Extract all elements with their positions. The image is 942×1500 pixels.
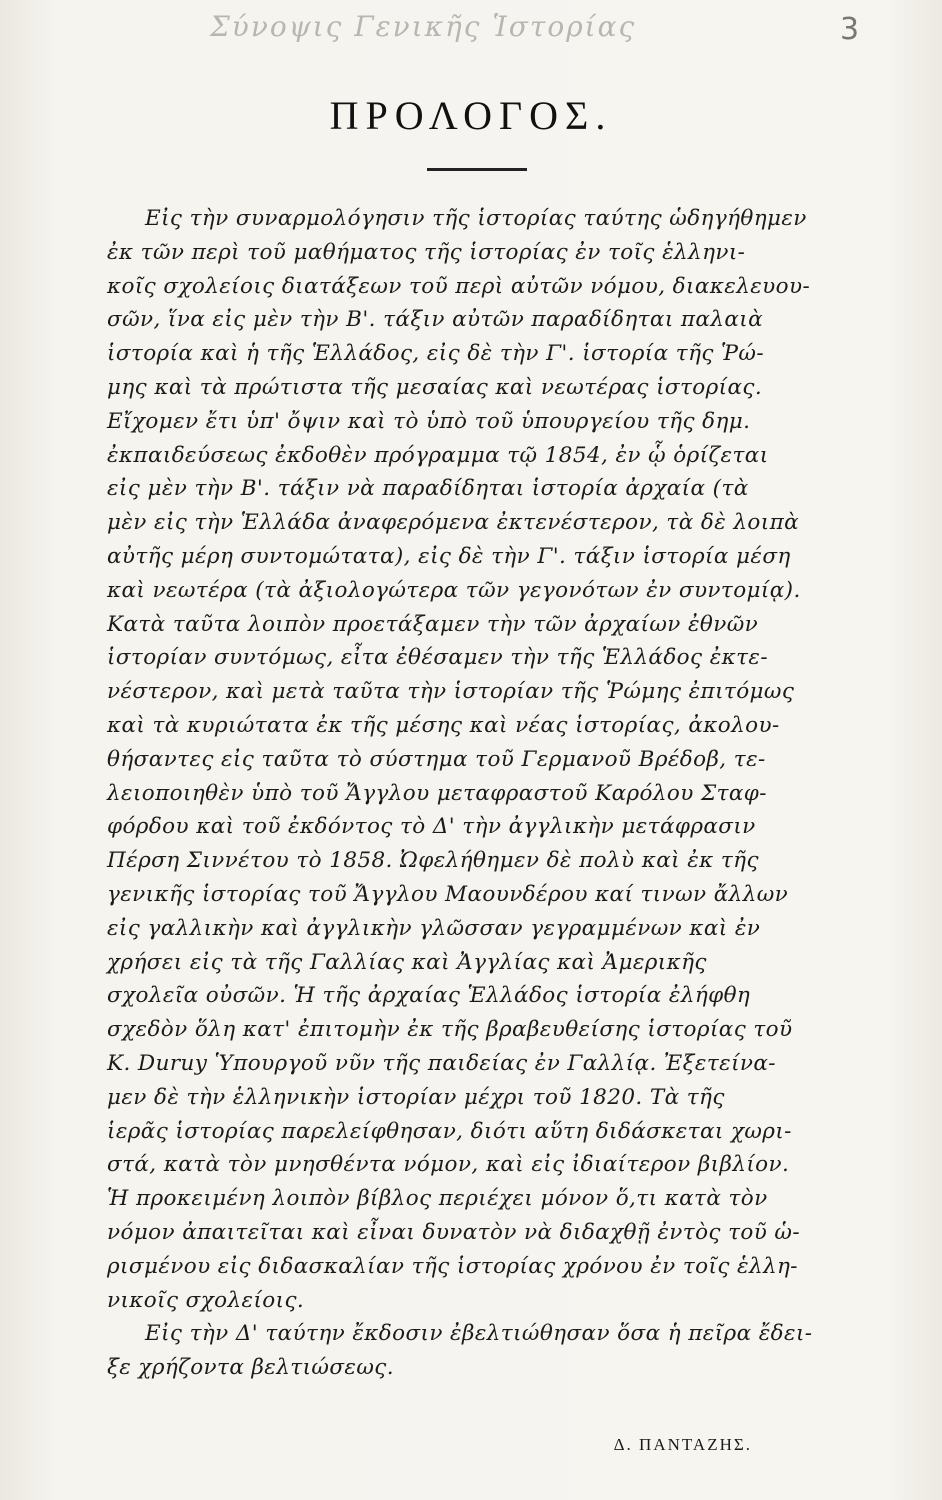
text-line: κοῖς σχολείοις διατάξεων τοῦ περὶ αὐτῶν νόμου, διακελευου- <box>107 273 811 299</box>
text-line: αὐτῆς μέρη συντομώτατα), εἰς δὲ τὴν Γ'. τάξιν ἱστορία μέση <box>107 543 791 569</box>
text-line: εἰς γαλλικὴν καὶ ἀγγλικὴν γλῶσσαν γεγραμμένων καὶ ἐν <box>107 915 761 941</box>
text-line: μης καὶ τὰ πρώτιστα τῆς μεσαίας καὶ νεωτέρας ἱστορίας. <box>107 374 763 400</box>
text-line: Εἰς τὴν συναρμολόγησιν τῆς ἱστορίας ταύτης ὡδηγήθημεν <box>145 206 807 231</box>
text-line: φόρδου καὶ τοῦ ἐκδόντος τὸ Δ' τὴν ἀγγλικὴν μετάφρασιν <box>107 814 756 840</box>
text-line: Ἡ προκειμένη λοιπὸν βίβλος περιέχει μόνον ὅ,τι κατὰ τὸν <box>107 1186 768 1212</box>
text-line: καὶ τὰ κυριώτατα ἐκ τῆς μέσης καὶ νέας ἱστορίας, ἀκολου- <box>107 712 780 738</box>
text-line: σχεδὸν ὅλη κατ' ἐπιτομὴν ἐκ τῆς βραβευθείσης ἱστορίας τοῦ <box>107 1017 793 1043</box>
page-mark: 3 <box>840 12 860 47</box>
preface-text <box>107 202 827 1385</box>
text-line: μὲν εἰς τὴν Ἑλλάδα ἀναφερόμενα ἐκτενέστερον, τὰ δὲ λοιπὰ <box>107 510 800 536</box>
text-line: ξε χρήζοντα βελτιώσεως. <box>107 1355 394 1381</box>
text-line: ρισμένου εἰς διδασκαλίαν τῆς ἱστορίας χρόνου ἐν τοῖς ἑλλη- <box>107 1253 798 1279</box>
text-line: καὶ νεωτέρα (τὰ ἀξιολογώτερα τῶν γεγονότων ἐν συντομίᾳ). <box>107 577 801 603</box>
text-line: νόμον ἀπαιτεῖται καὶ εἶναι δυνατὸν νὰ διδαχθῇ ἐντὸς τοῦ ὡ- <box>107 1219 801 1245</box>
text-line: νικοῖς σχολείοις. <box>107 1287 305 1313</box>
text-line: σχολεῖα οὐσῶν. Ἡ τῆς ἀρχαίας Ἑλλάδος ἱστορία ἐλήφθη <box>107 983 751 1009</box>
text-line: ἱστορία καὶ ἡ τῆς Ἑλλάδος, εἰς δὲ τὴν Γ'. ἱστορία τῆς Ῥώ- <box>107 341 765 367</box>
text-line: ἱερᾶς ἱστορίας παρελείφθησαν, διότι αὕτη διδάσκεται χωρι- <box>107 1118 792 1144</box>
text-line: ἱστορίαν συντόμως, εἶτα ἐθέσαμεν τὴν τῆς Ἑλλάδος ἐκτε- <box>107 645 769 671</box>
text-line: Εἰς τὴν Δ' ταύτην ἔκδοσιν ἐβελτιώθησαν ὅσα ἡ πεῖρα ἔδει- <box>145 1321 813 1347</box>
page-title: ΠΡΟΛΟΓΟΣ. <box>329 93 613 138</box>
text-line: σῶν, ἵνα εἰς μὲν τὴν Β'. τάξιν αὐτῶν παραδίδηται παλαιὰ <box>107 307 764 333</box>
text-line: μεν δὲ τὴν ἑλληνικὴν ἱστορίαν μέχρι τοῦ 1820. Τὰ τῆς <box>107 1084 725 1110</box>
text-line: νέστερον, καὶ μετὰ ταῦτα τὴν ἱστορίαν τῆς Ῥώμης ἐπιτόμως <box>107 679 795 705</box>
text-line: ἐκπαιδεύσεως ἐκδοθὲν πρόγραμμα τῷ 1854, ἐν ᾧ ὁρίζεται <box>107 442 769 468</box>
signature: Δ. ΠΑΝΤΑΖΗΣ. <box>613 1435 752 1454</box>
text-line: χρήσει εἰς τὰ τῆς Γαλλίας καὶ Ἀγγλίας καὶ Ἀμερικῆς <box>107 949 707 975</box>
text-line: γενικῆς ἱστορίας τοῦ Ἄγγλου Μαουνδέρου καί τινων ἄλλων <box>107 881 789 907</box>
text-line: λειοποιηθὲν ὑπὸ τοῦ Ἄγγλου μεταφραστοῦ Καρόλου Σταφ- <box>107 780 767 806</box>
title-rule <box>427 168 527 171</box>
text-line: Κ. Duruy Ὑπουργοῦ νῦν τῆς παιδείας ἐν Γαλλίᾳ. Ἐξετείνα- <box>107 1050 776 1076</box>
text-line: Κατὰ ταῦτα λοιπὸν προετάξαμεν τὴν τῶν ἀρχαίων ἐθνῶν <box>107 611 759 637</box>
text-line: Πέρση Σιννέτου τὸ 1858. Ὠφελήθημεν δὲ πολὺ καὶ ἐκ τῆς <box>107 848 759 874</box>
handwritten-note: Σύνοψις Γενικῆς Ἱστορίας <box>210 10 637 43</box>
text-line: στά, κατὰ τὸν μνησθέντα νόμον, καὶ εἰς ἰδιαίτερον βιβλίον. <box>107 1152 790 1178</box>
text-line: εἰς μὲν τὴν Β'. τάξιν νὰ παραδίδηται ἱστορία ἀρχαία (τὰ <box>107 476 749 502</box>
text-line: ἐκ τῶν περὶ τοῦ μαθήματος τῆς ἱστορίας ἐν τοῖς ἑλληνι- <box>107 239 746 265</box>
text-line: θήσαντες εἰς ταῦτα τὸ σύστημα τοῦ Γερμανοῦ Βρέδοβ, τε- <box>107 746 766 772</box>
text-line: Εἴχομεν ἔτι ὑπ' ὄψιν καὶ τὸ ὑπὸ τοῦ ὑπουργείου τῆς δημ. <box>107 408 751 434</box>
